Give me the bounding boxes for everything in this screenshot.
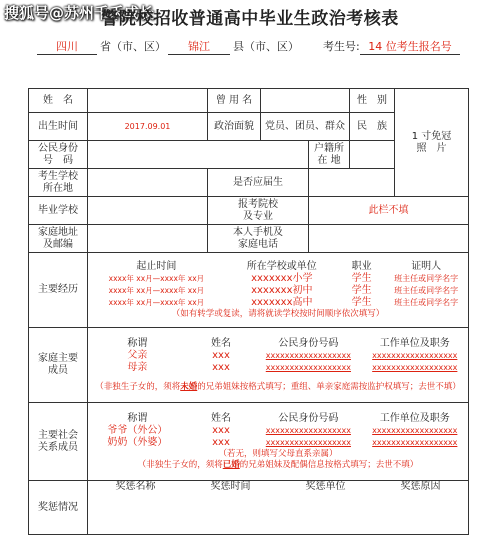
watermark: 搜狐号@苏州千禾成长 — [4, 4, 155, 22]
phone-field[interactable] — [309, 225, 469, 253]
photo-box: 1 寸免冠 照 片 — [395, 89, 469, 197]
awards-header-time: 奖惩时间 — [210, 481, 251, 492]
political-label: 政治面貌 — [208, 113, 261, 141]
awards-section — [88, 481, 469, 535]
awards-label: 奖惩情况 — [29, 481, 88, 535]
list-item: xxxxxxxxxxxxxxxxxx — [372, 350, 458, 360]
school-location-label: 考生学校 所在地 — [29, 169, 88, 197]
family-header-name: 姓名 — [210, 337, 231, 349]
list-item: xxxx年 xx月—xxxx年 xx月 — [108, 273, 205, 283]
apply-school-label: 报考院校 及专业 — [208, 197, 309, 225]
social-header-title: 称谓 — [127, 412, 148, 424]
experience-label: 主要经历 — [29, 253, 88, 328]
experience-section — [88, 253, 469, 328]
grad-school-field[interactable] — [88, 197, 208, 225]
list-item: xxx — [212, 424, 230, 436]
list-item: xxxxxxxxxxxxxxxxxx — [265, 350, 351, 360]
address-label: 家庭地址 及邮编 — [29, 225, 88, 253]
used-name-label: 曾 用 名 — [208, 89, 261, 113]
current-grad-label: 是否应届生 — [208, 169, 309, 197]
review-form — [28, 88, 469, 535]
family-note: （非独生子女的，须将未婚的兄弟姐妹按格式填写；重组、单亲家庭需按监护权填写；去世不填） — [95, 381, 461, 392]
list-item: xxxx年 xx月—xxxx年 xx月 — [108, 285, 205, 295]
family-header-title: 称谓 — [127, 337, 148, 349]
exam-no-label: 考生号: — [323, 40, 360, 53]
party-value[interactable]: 党员、团员、群众 — [261, 113, 350, 141]
page-title: 警院校招收普通高中毕业生政治考核表 — [101, 9, 399, 29]
county-label: 县（市、区） — [233, 40, 299, 53]
list-item: xxxxxxxxxxxxxxxxxx — [265, 437, 351, 447]
list-item: xxxxxxx高中 — [251, 296, 313, 308]
used-name-field[interactable] — [261, 89, 350, 113]
list-item: 班主任或同学名字 — [394, 297, 459, 307]
birth-value[interactable]: 2017.09.01 — [88, 113, 208, 141]
family-label: 家庭主要 成员 — [29, 328, 88, 403]
list-item: 学生 — [351, 284, 372, 296]
phone-label: 本人手机及 家庭电话 — [208, 225, 309, 253]
list-item: 学生 — [351, 272, 372, 284]
address-field[interactable] — [88, 225, 208, 253]
county-value[interactable]: 锦江 — [168, 38, 230, 55]
exp-header-witness: 证明人 — [411, 260, 442, 272]
list-item: 学生 — [351, 296, 372, 308]
awards-header-reason: 奖惩原因 — [400, 481, 441, 492]
current-grad-field[interactable] — [309, 169, 395, 197]
province-value[interactable]: 四川 — [37, 38, 97, 55]
list-item: 母亲 — [127, 361, 148, 373]
list-item: xxxxxxxxxxxxxxxxxx — [265, 425, 351, 435]
gender-label: 性 别 — [350, 89, 395, 113]
list-item: xxx — [212, 361, 230, 373]
hukou-field[interactable] — [350, 141, 395, 169]
experience-note: （如有转学或复读，请将就读学校按时间顺序依次填写） — [171, 308, 385, 319]
list-item: xxxxxxx小学 — [251, 272, 313, 284]
social-note-1: （若无，则填写父母直系亲属） — [218, 448, 338, 459]
awards-header-unit: 奖惩单位 — [305, 481, 346, 492]
list-item: xxx — [212, 436, 230, 448]
name-label: 姓 名 — [29, 89, 88, 113]
list-item: 班主任或同学名字 — [394, 273, 459, 283]
hukou-label: 户籍所 在 地 — [309, 141, 350, 169]
family-section — [88, 328, 469, 403]
exam-no-value[interactable]: 14 位考生报名号 — [360, 38, 460, 55]
list-item: 奶奶（外婆） — [107, 436, 168, 448]
list-item: xxxxxxxxxxxxxxxxxx — [372, 362, 458, 372]
apply-school-value: 此栏不填 — [309, 197, 469, 225]
list-item: xxxxxxxxxxxxxxxxxx — [265, 362, 351, 372]
social-header-name: 姓名 — [210, 412, 231, 424]
grad-school-label: 毕业学校 — [29, 197, 88, 225]
list-item: xxxxxxxxxxxxxxxxxx — [372, 437, 458, 447]
province-label: 省（市、区） — [100, 40, 166, 53]
school-location-field[interactable] — [88, 169, 208, 197]
exp-header-time: 起止时间 — [136, 260, 177, 272]
family-header-id: 公民身份号码 — [278, 337, 339, 349]
list-item: xxx — [212, 349, 230, 361]
ethnic-label: 民 族 — [350, 113, 395, 141]
birth-label: 出生时间 — [29, 113, 88, 141]
list-item: xxxx年 xx月—xxxx年 xx月 — [108, 297, 205, 307]
social-section — [88, 403, 469, 481]
list-item: xxxxxxxxxxxxxxxxxx — [372, 425, 458, 435]
social-header-work: 工作单位及职务 — [379, 412, 450, 424]
exp-header-school: 所在学校或单位 — [246, 260, 317, 272]
exp-header-job: 职业 — [351, 260, 372, 272]
name-field[interactable] — [88, 89, 208, 113]
social-header-id: 公民身份号码 — [278, 412, 339, 424]
awards-header-name: 奖惩名称 — [115, 481, 156, 492]
list-item: 班主任或同学名字 — [394, 285, 459, 295]
family-header-work: 工作单位及职务 — [379, 337, 450, 349]
social-label: 主要社会 关系成员 — [29, 403, 88, 481]
id-label: 公民身份 号 码 — [29, 141, 88, 169]
header-line — [0, 35, 500, 57]
list-item: 爷爷（外公） — [107, 424, 168, 436]
id-field[interactable] — [88, 141, 309, 169]
list-item: 父亲 — [127, 349, 148, 361]
social-note-2: （非独生子女的，须将已婚的兄弟姐妹及配偶信息按格式填写；去世不填） — [137, 459, 419, 470]
list-item: xxxxxxx初中 — [251, 284, 313, 296]
